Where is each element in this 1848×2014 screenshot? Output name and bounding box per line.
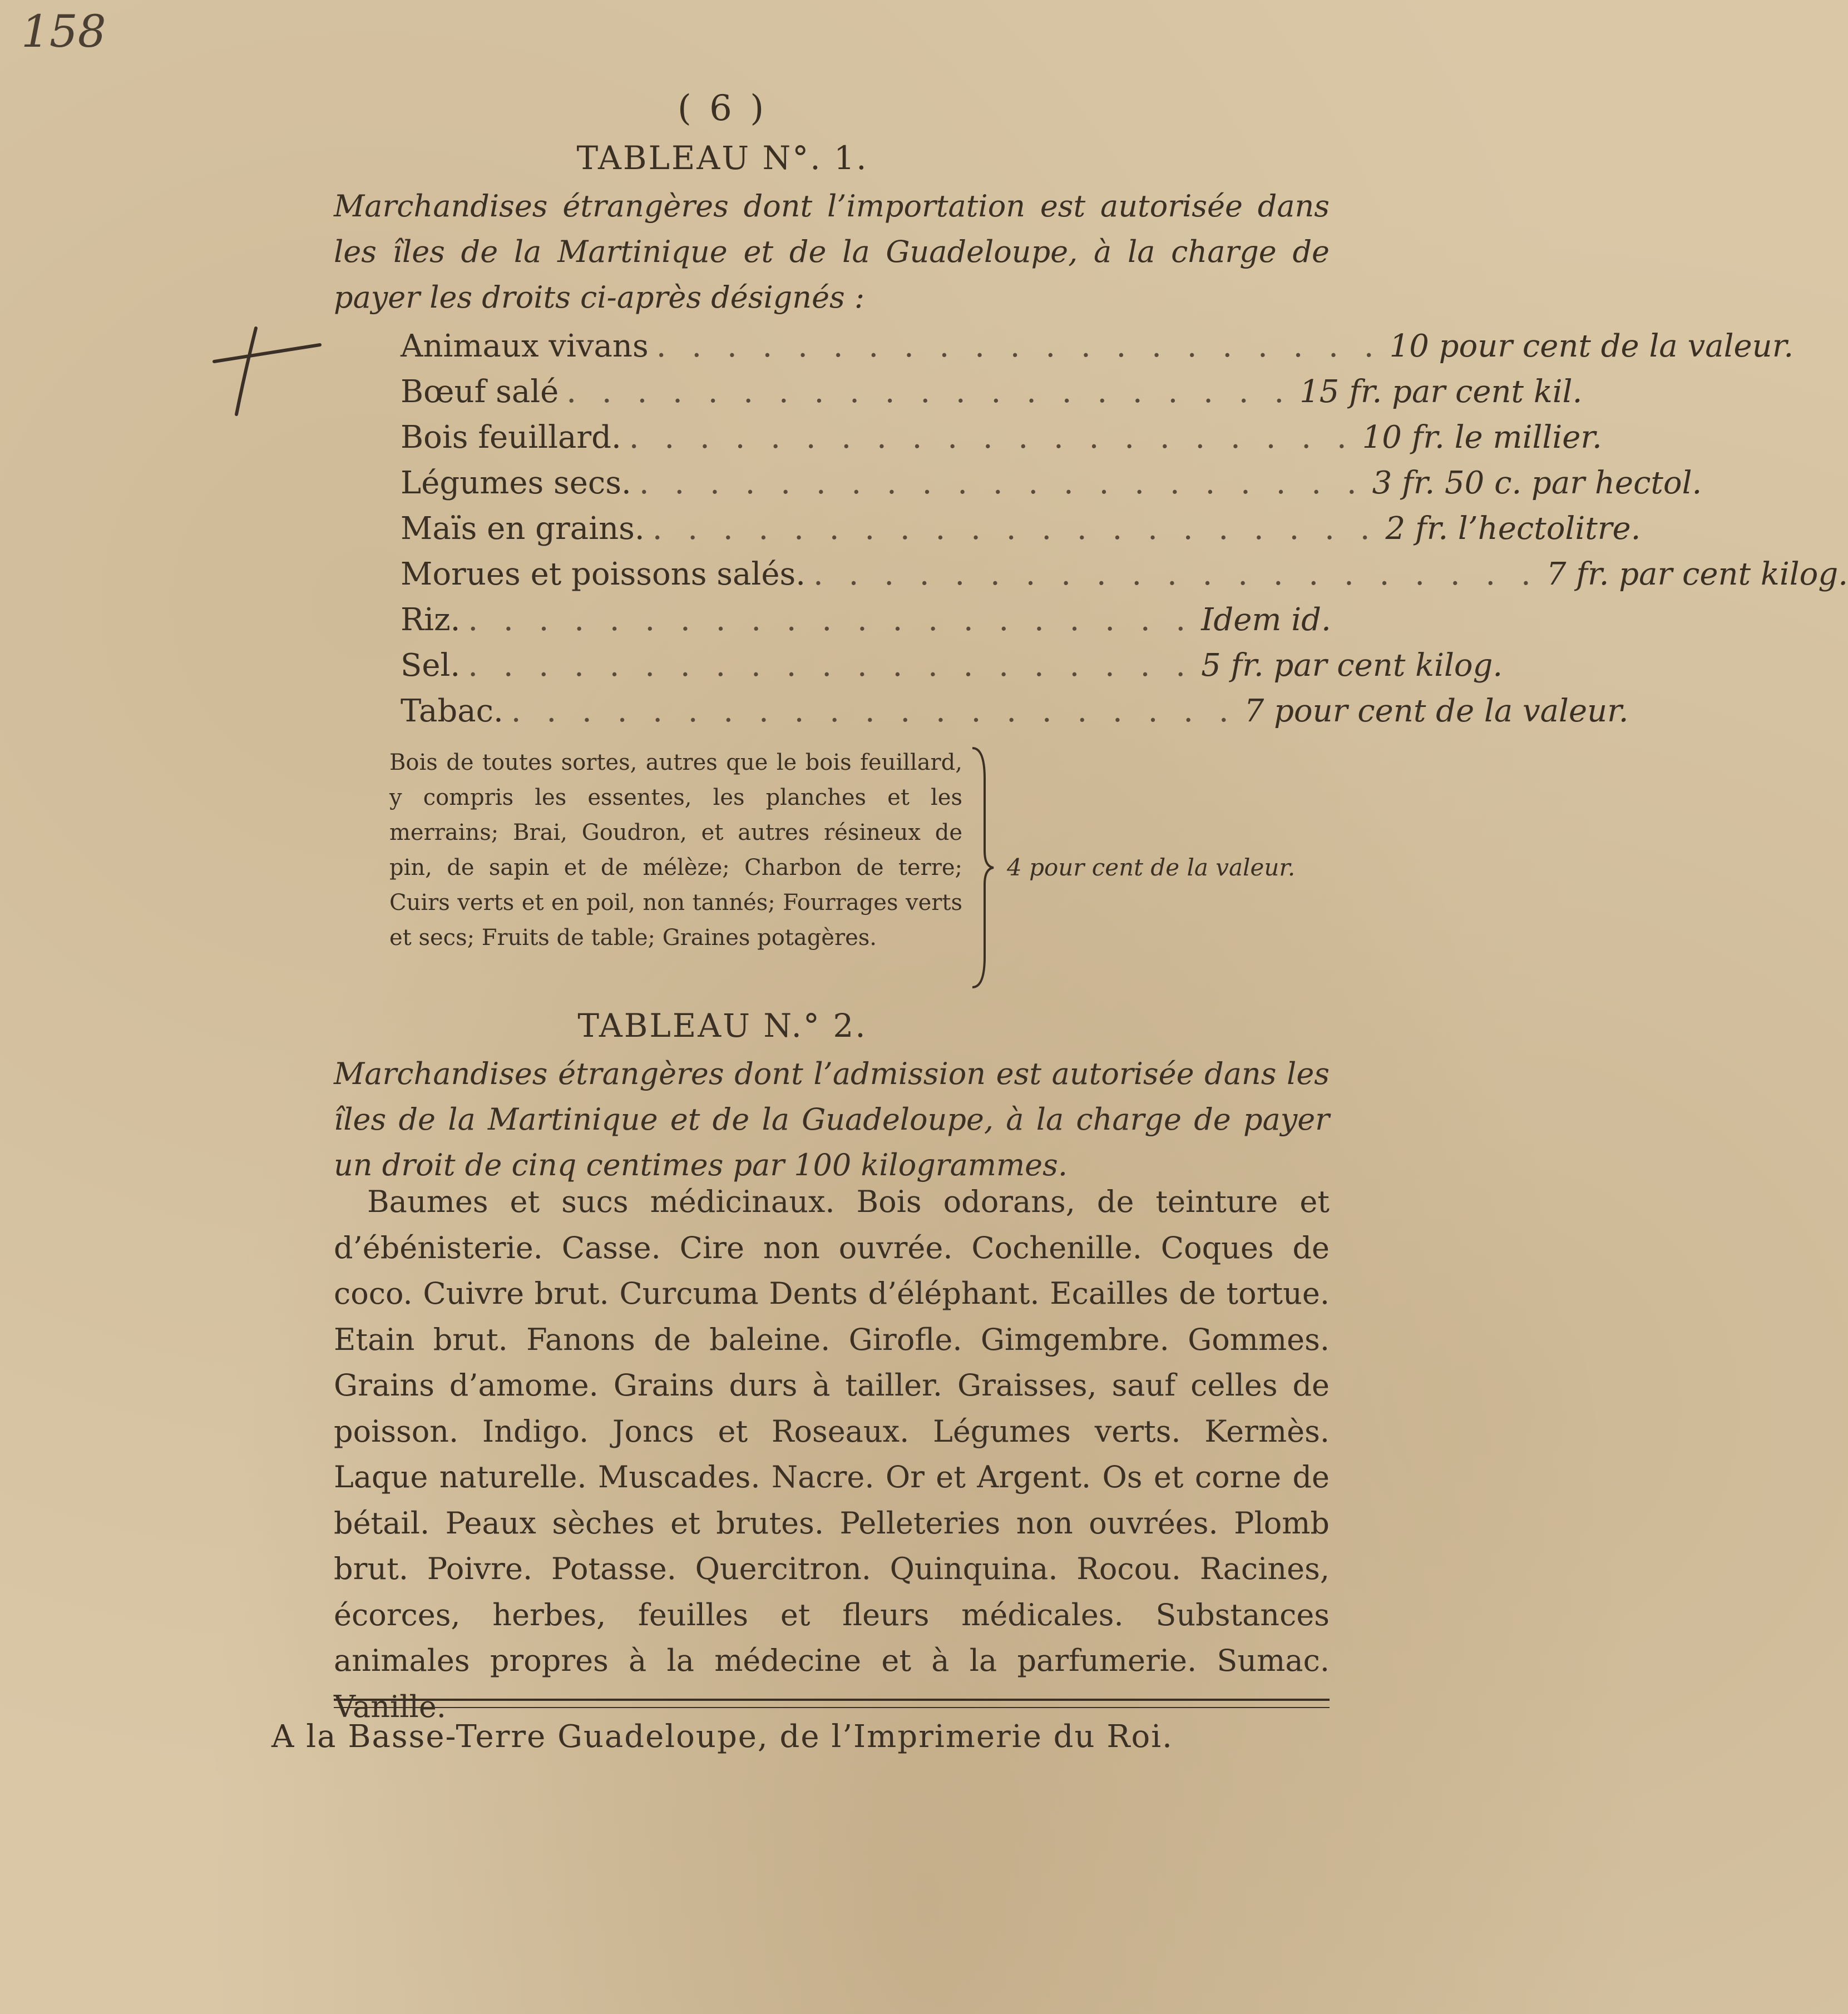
rate-item: Riz. (401, 602, 461, 638)
rate-row (401, 556, 1848, 601)
tableau-2-goods-list: Baumes et sucs médicinaux. Bois odorans, de teinture et d’ébénisterie. Casse. Cire non ouvrée. Cochenille. Coques de coco. Cuivre brut. Curcuma Dents d’éléphant. Ecailles de tortue. Etain brut. Fanons de baleine. Girofle. Gimgembre. Gommes. Grains d’amome. Grains durs à tailler. Graisses, sauf celles de poisson. Indigo. Joncs et Roseaux. Légumes verts. Kermès. Laque naturelle. Muscades. Nacre. Or et Argent. Os et corne de bétail. Peaux sèches et brutes. Pelleteries non ouvrées. Plomb brut. Poivre. Potasse. Quercitron. Quinquina. Rocou. Racines, écorces, herbes, feuilles et fleurs médicales. Substances animales propres à la médecine et à la parfumerie. Sumac. Vanille. (334, 1184, 1330, 1724)
leader-dots: . . . . . . . . . . . . . . . . . . . . . (652, 511, 1378, 547)
rate-row (401, 328, 1794, 373)
grouped-items-text: Bois de toutes sortes, autres que le bois feuillard, y compris les essentes, les planches et les merrains; Brai, Goudron, et autres résineux de pin, de sapin et de mélèze; Charbon de terre; Cuirs verts et en poil, non tannés; Fourrages verts et secs; Fruits de table; Graines potagères. (389, 750, 962, 951)
rate-value: 3 fr. 50 c. par hectol. (1372, 465, 1702, 501)
handwritten-folio-number: 158 (21, 6, 106, 57)
rate-row (401, 419, 1602, 464)
tableau-1-intro: Marchandises étrangères dont l’importation est autorisée dans les îles de la Martinique et de la Guadeloupe, à la charge de payer les droits ci-après désignés : (334, 189, 1330, 315)
leader-dots: . . . . . . . . . . . . . . . . . . . . . (468, 647, 1194, 684)
rate-item: Bois feuillard. (401, 419, 621, 456)
rate-value: 7 fr. par cent kilog. (1546, 556, 1848, 592)
rate-value: Idem id. (1201, 602, 1331, 638)
tableau-1-title: TABLEAU N°. 1. (576, 139, 868, 177)
rate-value: 10 fr. le millier. (1362, 419, 1602, 456)
rate-value: 15 fr. par cent kil. (1299, 374, 1583, 410)
rate-item: Animaux vivans (401, 328, 649, 364)
rate-item: Bœuf salé (401, 374, 559, 410)
rate-value: 7 pour cent de la valeur. (1244, 693, 1629, 729)
leader-dots: . . . . . . . . . . . . . . . . . . . . . (468, 602, 1194, 638)
rate-row (401, 647, 1503, 692)
leader-dots: . . . . . . . . . . . . . . . . . . . . . (511, 693, 1237, 729)
tableau-2-intro: Marchandises étrangères dont l’admission est autorisée dans les îles de la Martinique et de la Guadeloupe, à la charge de payer un droit de cinq centimes par 100 kilogrammes. (334, 1056, 1330, 1182)
printer-imprint: A la Basse-Terre Guadeloupe, de l’Imprimerie du Roi. (271, 1719, 1173, 1755)
rate-row (401, 465, 1702, 509)
grouped-items-rate: 4 pour cent de la valeur. (1007, 854, 1296, 881)
leader-dots: . . . . . . . . . . . . . . . . . . . . . (639, 465, 1365, 501)
curly-brace-icon (968, 745, 996, 990)
rate-row (401, 511, 1641, 555)
rate-item: Maïs en grains. (401, 511, 645, 547)
rate-row (401, 693, 1629, 738)
leader-dots: . . . . . . . . . . . . . . . . . . . . . (566, 374, 1292, 410)
handwritten-cross-mark (211, 323, 323, 417)
rate-item: Tabac. (401, 693, 503, 729)
leader-dots: . . . . . . . . . . . . . . . . . . . . . (813, 556, 1539, 592)
rate-item: Sel. (401, 647, 461, 684)
double-rule-divider (334, 1696, 1330, 1712)
leader-dots: . . . . . . . . . . . . . . . . . . . . . (656, 328, 1382, 364)
rate-value: 2 fr. l’hectolitre. (1385, 511, 1641, 547)
tableau-2-title: TABLEAU N.° 2. (577, 1007, 867, 1045)
rate-row (401, 602, 1331, 646)
rate-row (401, 374, 1583, 418)
page-number: ( 6 ) (677, 88, 768, 129)
rate-item: Légumes secs. (401, 465, 631, 501)
rate-item: Morues et poissons salés. (401, 556, 806, 592)
rate-value: 5 fr. par cent kilog. (1201, 647, 1503, 684)
leader-dots: . . . . . . . . . . . . . . . . . . . . . (629, 419, 1355, 456)
rate-value: 10 pour cent de la valeur. (1389, 328, 1794, 364)
